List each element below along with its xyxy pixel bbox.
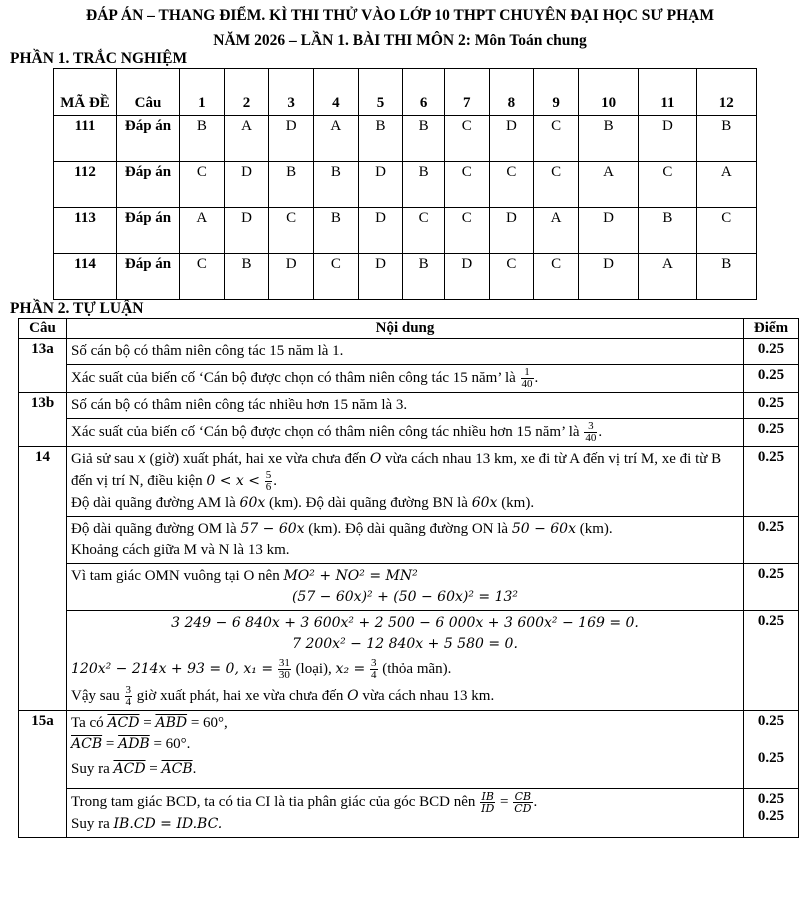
points-cell: 0.25 [744, 564, 799, 611]
title-line-2: NĂM 2026 – LẦN 1. BÀI THI MÔN 2: Môn Toán chung [213, 32, 587, 49]
part1-title: PHẦN 1. TRẮC NGHIỆM [10, 50, 188, 67]
mc-answer: B [403, 254, 445, 300]
math-expression: MO² + NO² = MN² [283, 568, 418, 584]
math-expression: 0 < x < [206, 472, 261, 489]
essay-header-question: Câu [19, 319, 67, 339]
content-text: vừa cách nhau 13 km, xe đi từ A đến vị trí M, xe đi từ B đến vị trí N, điều kiện [71, 451, 722, 489]
content-cell [67, 419, 744, 447]
content-cell [67, 447, 744, 517]
math-expression: (57 − 60x)² + (50 − 60x)² = 13² [291, 589, 519, 605]
mc-answer: D [489, 116, 534, 162]
question-number: 13b [19, 393, 67, 447]
mc-answer: D [224, 208, 269, 254]
content-cell [67, 393, 744, 419]
content-text: Suy ra [71, 761, 110, 777]
essay-header-points: Điểm [744, 319, 799, 339]
fraction [370, 658, 378, 681]
mc-code: 113 [54, 208, 117, 254]
content-line: Khoảng cách giữa M và N là 13 km. [71, 542, 290, 558]
fraction-numerator: 1 [521, 367, 534, 379]
points-cell [744, 789, 799, 838]
question-number: 13a [19, 339, 67, 393]
mc-header-num: 9 [534, 69, 579, 116]
mc-answer: D [358, 208, 403, 254]
content-cell [67, 564, 744, 611]
mc-header-code: MÃ ĐỀ [54, 69, 117, 116]
math-var: O [369, 451, 382, 467]
content-line [71, 658, 739, 681]
fraction [513, 791, 532, 814]
content-text: = [143, 715, 152, 731]
mc-answer: C [403, 208, 445, 254]
content-text: Độ dài quãng đường OM là [71, 521, 237, 537]
points-value: 0.25 [757, 808, 785, 824]
content-text: = [149, 761, 158, 777]
math-expression: 120x² − 214x + 93 = 0, x₁ = [71, 660, 274, 677]
essay-row [19, 564, 799, 611]
content-text: Giả sử sau [71, 451, 135, 467]
content-text: Suy ra [71, 816, 110, 832]
essay-row [19, 789, 799, 838]
fraction [125, 685, 133, 708]
points-cell: 0.25 [744, 517, 799, 564]
mc-answer: D [639, 116, 696, 162]
multiple-choice-table [53, 68, 757, 300]
mc-answer: A [639, 254, 696, 300]
essay-row [19, 611, 799, 711]
points-cell: 0.25 [744, 365, 799, 393]
mc-answer: C [534, 162, 579, 208]
fraction [278, 658, 291, 681]
mc-answer: A [578, 162, 638, 208]
mc-header-num: 8 [489, 69, 534, 116]
mc-header-num: 5 [358, 69, 403, 116]
mc-row [54, 116, 757, 162]
content-text: Trong tam giác BCD, ta có tia CI là tia phân giác của góc BCD nên [71, 793, 476, 810]
mc-answer: D [444, 254, 489, 300]
points-cell: 0.25 [744, 611, 799, 711]
mc-answer: C [534, 116, 579, 162]
content-text: . [534, 369, 539, 386]
mc-header-num: 6 [403, 69, 445, 116]
mc-answer: C [696, 208, 756, 254]
content-text: = 60°. [153, 736, 191, 752]
fraction [265, 470, 273, 493]
fraction-numerator: 3 [125, 684, 131, 696]
title-line-1: ĐÁP ÁN – THANG ĐIỂM. KÌ THI THỬ VÀO LỚP 10 THPT CHUYÊN ĐẠI HỌC SƯ PHẠM [86, 7, 714, 24]
mc-answer: C [444, 162, 489, 208]
mc-answer: B [224, 254, 269, 300]
mc-answer: B [269, 162, 314, 208]
content-text: . [533, 793, 538, 810]
content-text: (loại), [295, 660, 332, 677]
content-cell [67, 339, 744, 365]
content-text: Số cán bộ có thâm niên công tác 15 năm là 1. [71, 343, 344, 359]
essay-row [19, 447, 799, 517]
mc-answer: B [403, 116, 445, 162]
math-var: O [347, 687, 359, 704]
mc-answer: B [314, 162, 359, 208]
mc-answer: A [180, 208, 225, 254]
mc-answer: C [639, 162, 696, 208]
mc-row-label: Đáp án [117, 162, 180, 208]
content-text: Vậy sau [71, 687, 120, 704]
angle-symbol: $\overline{ACB}$ [161, 761, 193, 777]
math-expression: 57 − 60x [240, 521, 305, 537]
angle-symbol: $\overline{ABD}$ [155, 715, 188, 731]
mc-row-label: Đáp án [117, 254, 180, 300]
content-line [71, 519, 739, 540]
mc-answer: C [180, 162, 225, 208]
content-text: vừa cách nhau 13 km. [362, 687, 495, 704]
content-line [71, 566, 739, 587]
fraction [521, 367, 534, 390]
fraction-numerator: 3 [371, 657, 377, 669]
fraction-denominator: 4 [125, 696, 131, 708]
mc-row [54, 162, 757, 208]
mc-answer: D [269, 254, 314, 300]
mc-answer: B [696, 254, 756, 300]
fraction [480, 791, 495, 814]
mc-code: 114 [54, 254, 117, 300]
points-value: 0.25 [757, 713, 785, 729]
part2-title: PHẦN 2. TỰ LUẬN [10, 300, 144, 317]
content-line [71, 734, 739, 755]
mc-header-question: Câu [117, 69, 180, 116]
mc-answer: B [403, 162, 445, 208]
fraction-numerator: 3 [584, 421, 597, 433]
angle-symbol: $\overline{ACD}$ [113, 761, 146, 777]
fraction-denominator: 40 [585, 432, 597, 444]
content-text: (km). [501, 495, 535, 511]
content-line [71, 634, 739, 655]
mc-answer: C [444, 116, 489, 162]
fraction-denominator: ID [481, 802, 495, 815]
question-number: 14 [19, 447, 67, 711]
content-text: (thỏa mãn). [382, 660, 452, 677]
points-value: 0.25 [757, 791, 785, 807]
mc-header-num: 4 [314, 69, 359, 116]
points-cell: 0.25 [744, 393, 799, 419]
angle-symbol: $\overline{ACD}$ [107, 715, 140, 731]
math-var: x [137, 451, 146, 467]
content-text: Xác suất của biến cố ‘Cán bộ được chọn có thâm niên công tác 15 năm’ là [71, 369, 516, 386]
mc-row-label: Đáp án [117, 116, 180, 162]
mc-header-num: 12 [696, 69, 756, 116]
content-text: Số cán bộ có thâm niên công tác nhiều hơn 15 năm là 3. [71, 397, 408, 413]
essay-table [18, 318, 799, 838]
content-line [71, 587, 739, 608]
content-cell [67, 365, 744, 393]
essay-row [19, 711, 799, 789]
content-text: (km). [579, 521, 613, 537]
mc-answer: D [489, 208, 534, 254]
angle-symbol: $\overline{ADB}$ [118, 736, 150, 752]
mc-header-num: 2 [224, 69, 269, 116]
fraction-numerator: 31 [278, 657, 290, 669]
mc-answer: B [639, 208, 696, 254]
mc-header-num: 7 [444, 69, 489, 116]
content-text: . [192, 761, 197, 777]
content-text: (km). Độ dài quãng đường ON là [308, 521, 509, 537]
mc-answer: B [180, 116, 225, 162]
content-text: . [598, 423, 603, 440]
mc-row-label: Đáp án [117, 208, 180, 254]
points-cell [744, 711, 799, 789]
fraction-numerator: IB [481, 790, 494, 803]
mc-row [54, 208, 757, 254]
content-line [71, 713, 739, 734]
mc-header-num: 10 [578, 69, 638, 116]
content-line [71, 449, 739, 493]
content-text: Ta có [71, 715, 104, 731]
fraction-denominator: 30 [278, 669, 290, 681]
content-cell [67, 517, 744, 564]
math-expression: 7 200x² − 12 840x + 5 580 = 0. [292, 636, 518, 652]
mc-row [54, 254, 757, 300]
content-cell [67, 711, 744, 789]
math-expression: 50 − 60x [511, 521, 576, 537]
content-line [71, 613, 739, 634]
mc-answer: C [314, 254, 359, 300]
fraction-numerator: 5 [265, 469, 272, 481]
mc-header-num: 1 [180, 69, 225, 116]
mc-answer: A [224, 116, 269, 162]
mc-answer: C [269, 208, 314, 254]
mc-answer: C [180, 254, 225, 300]
mc-header-num: 11 [639, 69, 696, 116]
essay-header-content: Nội dung [67, 319, 744, 339]
mc-code: 111 [54, 116, 117, 162]
content-text: Vì tam giác OMN vuông tại O nên [71, 568, 280, 584]
mc-answer: D [224, 162, 269, 208]
mc-answer: B [358, 116, 403, 162]
content-text: = [105, 736, 115, 752]
doc-header [0, 6, 800, 50]
math-expression: 60x [471, 495, 498, 511]
content-line [71, 685, 739, 708]
mc-answer: C [534, 254, 579, 300]
content-text: (giờ) xuất phát, hai xe vừa chưa đến [149, 451, 367, 467]
mc-answer: B [696, 116, 756, 162]
content-line [71, 814, 739, 835]
math-expression: x₂ = [335, 660, 366, 677]
fraction-numerator: CB [514, 790, 532, 803]
mc-answer: C [444, 208, 489, 254]
points-value: 0.25 [757, 750, 785, 766]
fraction [584, 421, 597, 444]
essay-row [19, 339, 799, 365]
content-line [71, 791, 739, 814]
points-cell: 0.25 [744, 447, 799, 517]
mc-answer: B [314, 208, 359, 254]
mc-answer: B [578, 116, 638, 162]
content-line [71, 759, 739, 780]
essay-header-row [19, 319, 799, 339]
mc-header-num: 3 [269, 69, 314, 116]
content-text: Độ dài quãng đường AM là [71, 495, 236, 511]
points-cell: 0.25 [744, 339, 799, 365]
content-text: (km). Độ dài quãng đường BN là [269, 495, 468, 511]
content-text: Xác suất của biến cố ‘Cán bộ được chọn có thâm niên công tác nhiều hơn 15 năm’ là [71, 423, 580, 440]
mc-answer: C [489, 162, 534, 208]
question-number: 15a [19, 711, 67, 838]
math-expression: IB.CD = ID.BC. [113, 816, 223, 832]
content-text: = [500, 793, 509, 810]
mc-answer: D [578, 208, 638, 254]
mc-answer: A [534, 208, 579, 254]
mc-answer: D [358, 254, 403, 300]
essay-row [19, 517, 799, 564]
content-text: = 60°, [190, 715, 228, 731]
mc-answer: D [269, 116, 314, 162]
math-expression: 60x [239, 495, 266, 511]
essay-row [19, 365, 799, 393]
content-text: . [273, 472, 278, 489]
fraction-denominator: 6 [265, 481, 272, 493]
fraction-denominator: 4 [371, 669, 377, 681]
math-expression: 3 249 − 6 840x + 3 600x² + 2 500 − 6 000x + 3 600x² − 169 = 0. [171, 615, 639, 631]
mc-header-row [54, 69, 757, 116]
content-cell [67, 789, 744, 838]
mc-answer: A [696, 162, 756, 208]
mc-answer: A [314, 116, 359, 162]
content-line [71, 493, 739, 514]
mc-code: 112 [54, 162, 117, 208]
fraction-denominator: CD [514, 802, 532, 815]
mc-answer: C [489, 254, 534, 300]
content-text: giờ xuất phát, hai xe vừa chưa đến [136, 687, 344, 704]
mc-answer: D [358, 162, 403, 208]
angle-symbol: $\overline{ACB}$ [71, 736, 103, 752]
content-cell [67, 611, 744, 711]
essay-row [19, 419, 799, 447]
points-cell: 0.25 [744, 419, 799, 447]
mc-answer: D [578, 254, 638, 300]
essay-row [19, 393, 799, 419]
fraction-denominator: 40 [521, 378, 533, 390]
